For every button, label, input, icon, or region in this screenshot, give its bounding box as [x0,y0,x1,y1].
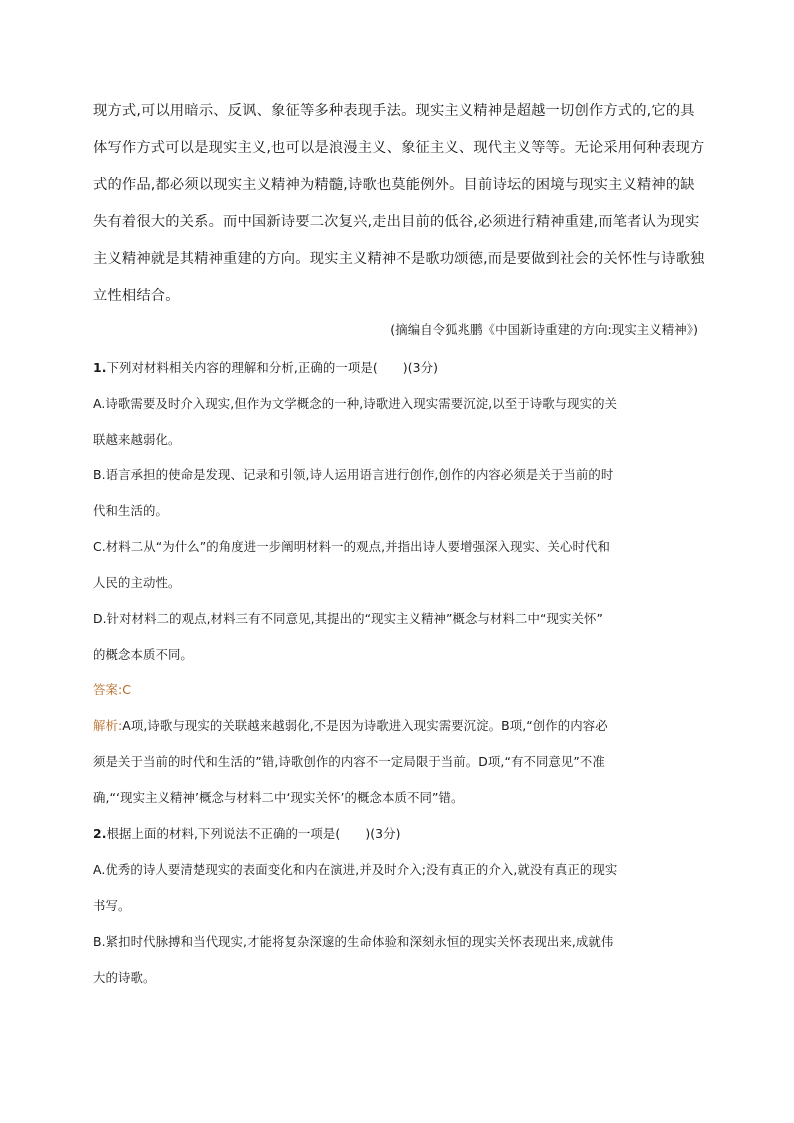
q1-option-b-line-2: 代和生活的。 [93,503,168,518]
passage-line-6: 立性相结合。 [93,288,180,304]
question-2-stem [93,828,401,840]
q1-option-c-line-2: 人民的主动性。 [93,575,181,590]
q1-option-c-line-1: C.材料二从“为什么”的角度进一步阐明材料一的观点,并指出诗人要增强深入现实、关心时代和 [93,539,611,554]
question-1-number: 1. [93,360,107,375]
q1-analysis-line-1 [93,720,608,732]
answer-value: C [122,682,132,697]
analysis-label: 解析: [93,718,123,733]
q1-analysis-line-2: 须是关于当前的时代和生活的”错,诗歌创作的内容不一定局限于当前。D项,“有不同意见”不准 [93,754,605,769]
q1-option-a-line-2: 联越来越弱化。 [93,432,181,447]
question-2-number: 2. [93,826,107,841]
passage-line-3: 式的作品,都必须以现实主义精神为精髓,诗歌也莫能例外。目前诗坛的困境与现实主义精神的缺 [93,177,695,193]
analysis-text-1: A项,诗歌与现实的关联越来越弱化,不是因为诗歌进入现实需要沉淀。B项,“创作的内容必 [122,718,608,733]
answer-label: 答案: [93,682,123,697]
passage-line-5: 主义精神就是其精神重建的方向。现实主义精神不是歌功颂德,而是要做到社会的关怀性与诗歌独 [93,251,705,267]
passage-line-1: 现方式,可以用暗示、反讽、象征等多种表现手法。现实主义精神是超越一切创作方式的,它的具 [93,103,695,119]
q1-answer [93,684,131,696]
passage-line-4: 失有着很大的关系。而中国新诗要二次复兴,走出目前的低谷,必须进行精神重建,而笔者认为现实 [93,214,700,230]
q2-option-b-line-1: B.紧扣时代脉搏和当代现实,才能将复杂深邃的生命体验和深刻永恒的现实关怀表现出来,成就伟 [93,934,614,949]
q1-analysis-line-3: 确,“‘现实主义精神’概念与材料二中‘现实关怀’的概念本质不同”错。 [93,790,464,805]
q1-option-d-line-1: D.针对材料二的观点,材料三有不同意见,其提出的“现实主义精神”概念与材料二中“现实关怀” [93,611,603,626]
passage-source: (摘编自令狐兆鹏《中国新诗重建的方向:现实主义精神》) [390,322,698,337]
question-1-text: 下列对材料相关内容的理解和分析,正确的一项是( )(3分) [106,360,439,375]
passage-line-2: 体写作方式可以是现实主义,也可以是浪漫主义、象征主义、现代主义等等。无论采用何种表现方 [93,140,705,156]
q1-option-b-line-1: B.语言承担的使命是发现、记录和引领,诗人运用语言进行创作,创作的内容必须是关于当前的时 [93,467,614,482]
q1-option-a-line-1: A.诗歌需要及时介入现实,但作为文学概念的一种,诗歌进入现实需要沉淀,以至于诗歌与现实的关 [93,396,618,411]
q2-option-a-line-2: 书写。 [93,898,131,913]
q2-option-b-line-2: 大的诗歌。 [93,970,156,985]
q2-option-a-line-1: A.优秀的诗人要清楚现实的表面变化和内在演进,并及时介入;没有真正的介入,就没有真正的现实 [93,862,618,877]
question-2-text: 根据上面的材料,下列说法不正确的一项是( )(3分) [106,826,401,841]
q1-option-d-line-2: 的概念本质不同。 [93,647,193,662]
question-1-stem [93,362,438,374]
